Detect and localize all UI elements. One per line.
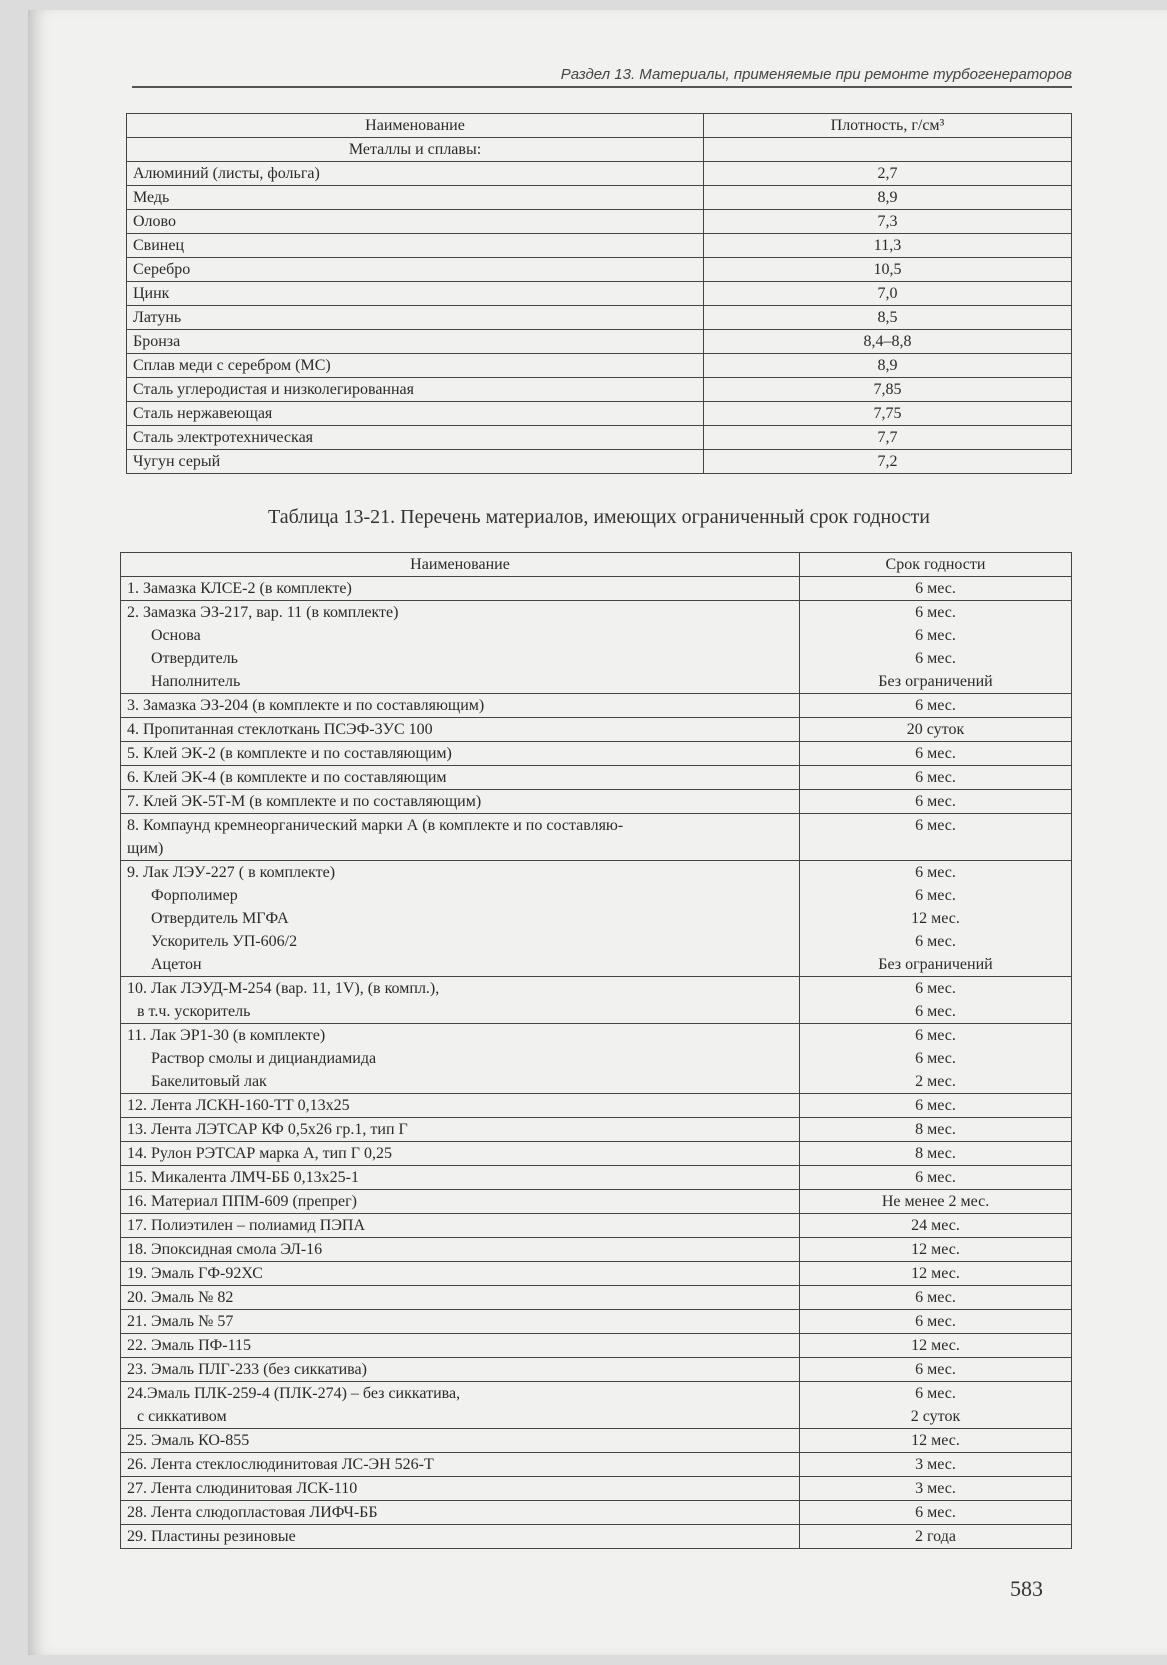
shelf-material-cell [121,694,800,718]
shelf-term-cell [800,1024,1072,1094]
shelf-material-line: 12. Лента ЛСКН-160-ТТ 0,13х25 [127,1097,350,1114]
shelf-material-line: 1. Замазка КЛСЕ-2 (в комплекте) [127,580,352,597]
shelf-material-cell [121,1453,800,1477]
density-row [127,282,1072,306]
shelf-term-value: 3 мес. [915,1480,956,1497]
density-group-row [127,138,1072,162]
shelf-term-value: 12 мес. [911,1265,960,1282]
shelf-term-value: 6 мес. [915,1313,956,1330]
density-row [127,378,1072,402]
shelf-row [121,814,1072,861]
shelf-term-value: Не менее 2 мес. [881,1193,990,1210]
shelf-material-cell [121,742,800,766]
shelf-material-line: 2. Замазка ЭЗ-217, вар. 11 (в комплекте) [127,604,399,621]
shelf-term-value: 2 мес. [915,1073,956,1090]
shelf-term-value: 6 мес. [915,604,956,621]
shelf-material-line: 23. Эмаль ПЛГ-233 (без сиккатива) [127,1361,367,1378]
shelf-row [121,1024,1072,1094]
shelf-row [121,1358,1072,1382]
shelf-term-value: 24 мес. [911,1217,960,1234]
shelf-row [121,742,1072,766]
shelf-material-line: Форполимер [151,887,238,904]
shelf-term-cell [800,1429,1072,1453]
shelf-term-cell [800,1310,1072,1334]
density-row [127,330,1072,354]
shelf-row [121,1118,1072,1142]
page-number: 583 [1010,1576,1043,1601]
shelf-term-value: 6 мес. [915,1385,956,1402]
density-value: 8,5 [704,306,1072,330]
shelf-term-value: 2 суток [910,1408,961,1425]
shelf-term-value: 6 мес. [915,745,956,762]
shelf-term-cell [800,1094,1072,1118]
shelf-material-line: 9. Лак ЛЭУ-227 ( в комплекте) [127,864,336,881]
density-row [127,162,1072,186]
density-row [127,186,1072,210]
shelf-material-cell [121,766,800,790]
shelf-material-line: 24.Эмаль ПЛК-259-4 (ПЛК-274) – без сиккатива, [127,1385,461,1402]
shelf-row [121,1262,1072,1286]
shelf-material-line: Отвердитель МГФА [151,910,289,927]
shelf-material-cell [121,1262,800,1286]
shelf-term-cell [800,1477,1072,1501]
running-header: Раздел 13. Материалы, применяемые при ремонте турбогенераторов [132,66,1072,88]
shelf-term-value: 20 суток [906,721,965,738]
shelf-material-cell [121,1094,800,1118]
shelf-row [121,1142,1072,1166]
shelf-term-value: 12 мес. [911,1432,960,1449]
shelf-term-cell [800,742,1072,766]
shelf-material-line: в т.ч. ускоритель [137,1003,251,1020]
shelf-material-cell [121,1525,800,1549]
shelf-term-cell [800,1382,1072,1429]
shelf-row [121,1429,1072,1453]
shelf-material-cell [121,718,800,742]
shelf-term-value: 6 мес. [915,1097,956,1114]
shelf-material-cell [121,1429,800,1453]
shelf-term-cell [800,1358,1072,1382]
shelf-material-line: 17. Полиэтилен – полиамид ПЭПА [127,1217,366,1234]
shelf-row [121,1238,1072,1262]
shelf-row [121,977,1072,1024]
shelf-term-cell [800,1118,1072,1142]
shelf-material-line: Отвердитель [151,650,238,667]
shelf-material-line: 16. Материал ППМ-609 (препрег) [127,1193,358,1210]
shelf-term-value: 6 мес. [915,627,956,644]
shelf-material-line: 4. Пропитанная стеклоткань ПСЭФ-3УС 100 [127,721,433,738]
shelf-row [121,1477,1072,1501]
material-name: Сплав меди с серебром (МС) [127,354,704,378]
density-row [127,258,1072,282]
shelf-term-cell [800,861,1072,977]
shelf-term-value: 6 мес. [915,817,956,834]
material-name: Медь [127,186,704,210]
shelf-material-cell [121,1214,800,1238]
shelf-material-cell [121,601,800,694]
shelf-row [121,1453,1072,1477]
material-name: Олово [127,210,704,234]
material-name: Сталь электротехническая [127,426,704,450]
shelf-material-line: Ускоритель УП-606/2 [151,933,298,950]
shelf-material-line: с сиккативом [137,1408,227,1425]
shelf-row [121,1310,1072,1334]
density-row [127,210,1072,234]
shelf-material-cell [121,1024,800,1094]
shelf-term-cell [800,1525,1072,1549]
shelf-material-line: щим) [127,840,164,857]
density-row [127,306,1072,330]
shelf-term-value: 3 мес. [915,1456,956,1473]
shelf-term-value: 6 мес. [915,1169,956,1186]
shelf-life-table [120,552,1072,1549]
shelf-term-value: 6 мес. [915,1003,956,1020]
shelf-term-value: 6 мес. [915,887,956,904]
density-value: 10,5 [704,258,1072,282]
shelf-material-line: 20. Эмаль № 82 [127,1289,234,1306]
density-row [127,234,1072,258]
shelf-term-value: 8 мес. [915,1145,956,1162]
shelf-term-value: 12 мес. [911,910,960,927]
shelf-term-value: 6 мес. [915,793,956,810]
shelf-material-cell [121,1334,800,1358]
shelf-term-value: 6 мес. [915,697,956,714]
shelf-row [121,1190,1072,1214]
shelf-row [121,1166,1072,1190]
shelf-table-header [121,553,1072,577]
shelf-material-cell [121,861,800,977]
shelf-row [121,694,1072,718]
shelf-row [121,577,1072,601]
shelf-material-cell [121,790,800,814]
shelf-material-cell [121,1286,800,1310]
shelf-term-value: 6 мес. [915,580,956,597]
material-name: Сталь углеродистая и низколегированная [127,378,704,402]
shelf-term-value: 2 года [915,1528,956,1545]
shelf-material-cell [121,1238,800,1262]
shelf-row [121,1286,1072,1310]
shelf-term-value: 6 мес. [915,769,956,786]
shelf-term-value: 6 мес. [915,650,956,667]
shelf-term-value: 6 мес. [915,1027,956,1044]
density-col-value: Плотность, г/см³ [704,114,1072,138]
shelf-material-line: 27. Лента слюдинитовая ЛСК-110 [127,1480,358,1497]
shelf-material-line: Основа [151,627,201,644]
density-col-name: Наименование [127,114,704,138]
shelf-material-cell [121,577,800,601]
shelf-term-value: 6 мес. [915,1050,956,1067]
table-caption: Таблица 13-21. Перечень материалов, имеющих ограниченный срок годности [267,506,930,528]
shelf-term-cell [800,1501,1072,1525]
shelf-material-line: 7. Клей ЭК-5Т-М (в комплекте и по составляющим) [127,793,482,810]
shelf-term-value: 6 мес. [915,933,956,950]
shelf-col-term: Срок годности [800,553,1072,577]
shelf-term-value: 6 мес. [915,864,956,881]
density-row [127,402,1072,426]
shelf-row [121,861,1072,977]
shelf-material-line: Раствор смолы и дициандиамида [151,1050,377,1067]
density-value: 8,4–8,8 [704,330,1072,354]
density-value: 7,75 [704,402,1072,426]
density-value: 7,0 [704,282,1072,306]
density-group-label: Металлы и сплавы: [127,138,704,162]
shelf-term-cell [800,1190,1072,1214]
shelf-row [121,1214,1072,1238]
shelf-material-cell [121,1477,800,1501]
shelf-term-value: Без ограничений [878,673,993,690]
shelf-term-cell [800,1214,1072,1238]
shelf-material-cell [121,1166,800,1190]
shelf-term-value: 6 мес. [915,980,956,997]
material-name: Сталь нержавеющая [127,402,704,426]
shelf-term-cell [800,977,1072,1024]
density-value: 7,2 [704,450,1072,474]
density-table-header [127,114,1072,138]
density-value: 2,7 [704,162,1072,186]
shelf-row [121,1094,1072,1118]
shelf-material-cell [121,814,800,861]
shelf-material-cell [121,1382,800,1429]
density-row [127,450,1072,474]
material-name: Бронза [127,330,704,354]
shelf-material-line: 8. Компаунд кремнеорганический марки А (в комплекте и по составляю- [127,817,624,834]
density-row [127,354,1072,378]
shelf-material-line: 29. Пластины резиновые [127,1528,296,1545]
shelf-term-cell [800,766,1072,790]
shelf-term-cell [800,577,1072,601]
material-name: Цинк [127,282,704,306]
shelf-term-value: 6 мес. [915,1504,956,1521]
shelf-material-line: Бакелитовый лак [151,1073,267,1090]
shelf-material-line: 18. Эпоксидная смола ЭЛ-16 [127,1241,323,1258]
shelf-material-line: 25. Эмаль КО-855 [127,1432,250,1449]
shelf-term-cell [800,1262,1072,1286]
shelf-material-line: 19. Эмаль ГФ-92ХС [127,1265,263,1282]
shelf-material-line: 28. Лента слюдопластовая ЛИФЧ-ББ [127,1504,378,1521]
density-value: 11,3 [704,234,1072,258]
shelf-term-cell [800,694,1072,718]
density-value: 8,9 [704,354,1072,378]
shelf-term-cell [800,1453,1072,1477]
shelf-row [121,1501,1072,1525]
material-name: Свинец [127,234,704,258]
shelf-term-cell [800,1166,1072,1190]
shelf-row [121,1334,1072,1358]
density-value: 7,3 [704,210,1072,234]
shelf-term-value: 8 мес. [915,1121,956,1138]
shelf-term-value: Без ограничений [878,956,993,973]
material-name: Алюминий (листы, фольга) [127,162,704,186]
shelf-material-line: 15. Микалента ЛМЧ-ББ 0,13х25-1 [127,1169,360,1186]
shelf-term-cell [800,1142,1072,1166]
shelf-material-line: 14. Рулон РЭТСАР марка А, тип Г 0,25 [127,1145,392,1162]
shelf-row [121,718,1072,742]
shelf-material-cell [121,1310,800,1334]
shelf-row [121,790,1072,814]
shelf-material-cell [121,1118,800,1142]
shelf-term-value: 12 мес. [911,1241,960,1258]
shelf-material-cell [121,977,800,1024]
shelf-material-line: 22. Эмаль ПФ-115 [127,1337,252,1354]
shelf-material-line: 3. Замазка ЭЗ-204 (в комплекте и по составляющим) [127,697,485,714]
shelf-term-cell [800,1286,1072,1310]
material-name: Серебро [127,258,704,282]
density-row [127,426,1072,450]
shelf-material-cell [121,1501,800,1525]
shelf-material-cell [121,1358,800,1382]
shelf-material-line: 21. Эмаль № 57 [127,1313,234,1330]
shelf-material-line: Наполнитель [151,673,241,690]
shelf-material-cell [121,1190,800,1214]
shelf-row [121,1525,1072,1549]
density-table [126,113,1072,474]
shelf-term-cell [800,790,1072,814]
shelf-material-line: 5. Клей ЭК-2 (в комплекте и по составляющим) [127,745,452,762]
shelf-material-line: 10. Лак ЛЭУД-М-254 (вар. 11, 1V), (в компл.), [127,980,440,997]
material-name: Латунь [127,306,704,330]
shelf-term-cell [800,1334,1072,1358]
shelf-row [121,766,1072,790]
shelf-material-line: Ацетон [151,956,202,973]
shelf-term-cell [800,601,1072,694]
shelf-term-value: 6 мес. [915,1361,956,1378]
shelf-material-line: 26. Лента стеклослюдинитовая ЛС-ЭН 526-Т [127,1456,434,1473]
density-value: 7,85 [704,378,1072,402]
shelf-term-cell [800,814,1072,861]
shelf-material-cell [121,1142,800,1166]
density-value: 8,9 [704,186,1072,210]
shelf-material-line: 11. Лак ЭР1-30 (в комплекте) [127,1027,326,1044]
material-name: Чугун серый [127,450,704,474]
density-value: 7,7 [704,426,1072,450]
shelf-term-value: 12 мес. [911,1337,960,1354]
density-group-empty [704,138,1072,162]
shelf-row [121,601,1072,694]
shelf-term-cell [800,1238,1072,1262]
shelf-material-line: 13. Лента ЛЭТСАР КФ 0,5х26 гр.1, тип Г [127,1121,408,1138]
shelf-row [121,1382,1072,1429]
shelf-material-line: 6. Клей ЭК-4 (в комплекте и по составляющим [127,769,447,786]
shelf-col-name: Наименование [121,553,800,577]
shelf-term-value: 6 мес. [915,1289,956,1306]
shelf-term-cell [800,718,1072,742]
